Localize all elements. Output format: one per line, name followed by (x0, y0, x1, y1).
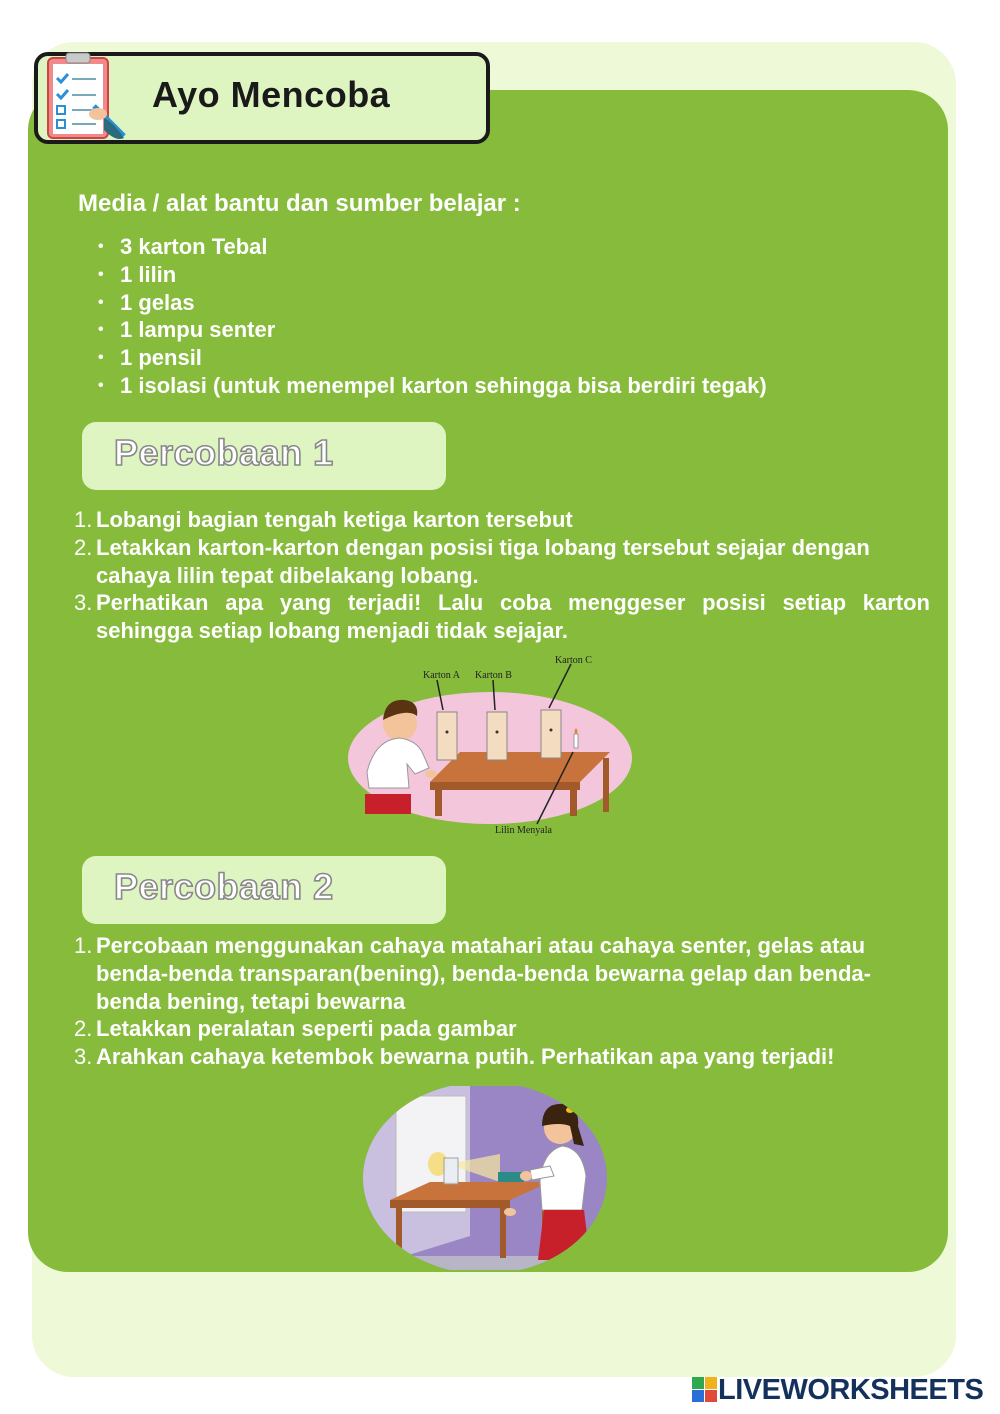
step-item (74, 506, 930, 534)
step-item (74, 589, 930, 645)
list-item: • 1 isolasi (untuk menempel karton sehingga bisa berdiri tegak) (98, 372, 767, 400)
step-number: 3. (74, 590, 93, 616)
clipboard-checklist-icon (34, 48, 134, 148)
lilin-label: Lilin Menyala (495, 825, 552, 836)
step-text: Letakkan karton-karton dengan posisi tiga lobang tersebut sejajar dengan cahaya lilin tepat dibelakang lobang. (96, 534, 870, 588)
karton-b-label: Karton B (475, 670, 512, 681)
step-text: Lobangi bagian tengah ketiga karton tersebut (96, 507, 573, 532)
step-text: Letakkan peralatan seperti pada gambar (96, 1016, 517, 1042)
step-number: 2. (74, 534, 93, 560)
step-number: 1. (74, 933, 93, 958)
karton-c-label: Karton C (555, 655, 592, 666)
percobaan-1-illustration (345, 652, 635, 840)
page-title: Ayo Mencoba (152, 74, 391, 115)
percobaan-2-title: Percobaan 2 (114, 866, 334, 907)
percobaan-1-steps (74, 506, 930, 645)
step-text: Arahkan cahaya ketembok bewarna putih. Perhatikan apa yang terjadi! (96, 1044, 835, 1070)
media-heading: Media / alat bantu dan sumber belajar : (78, 190, 521, 217)
step-item (74, 1015, 930, 1043)
media-list (98, 233, 767, 400)
brand-logo-icon (692, 1377, 718, 1403)
list-item: • 1 gelas (98, 289, 767, 317)
step-item (74, 1043, 930, 1071)
percobaan-2-illustration (360, 1086, 610, 1270)
step-item (74, 932, 930, 1015)
list-item: • 1 pensil (98, 344, 767, 372)
step-number: 3. (74, 1044, 93, 1070)
percobaan-1-title: Percobaan 1 (114, 432, 334, 473)
brand-name: LIVEWORKSHEETS (718, 1373, 984, 1406)
list-item: • 1 lampu senter (98, 316, 767, 344)
liveworksheets-logo (692, 1375, 983, 1405)
step-text: Percobaan menggunakan cahaya matahari atau cahaya senter, gelas atau benda-benda transparan(bening), benda-benda bewarna gelap dan benda-benda bening, tetapi bewarna (96, 933, 871, 1014)
step-number: 2. (74, 1016, 93, 1042)
step-number: 1. (74, 507, 93, 532)
karton-a-label: Karton A (423, 670, 460, 681)
list-item: • 3 karton Tebal (98, 233, 767, 261)
percobaan-2-steps (74, 932, 930, 1071)
step-item (74, 534, 930, 590)
step-text: Perhatikan apa yang terjadi! Lalu coba menggeser posisi setiap karton sehingga setiap lobang menjadi tidak sejajar. (96, 590, 930, 644)
list-item: • 1 lilin (98, 261, 767, 289)
